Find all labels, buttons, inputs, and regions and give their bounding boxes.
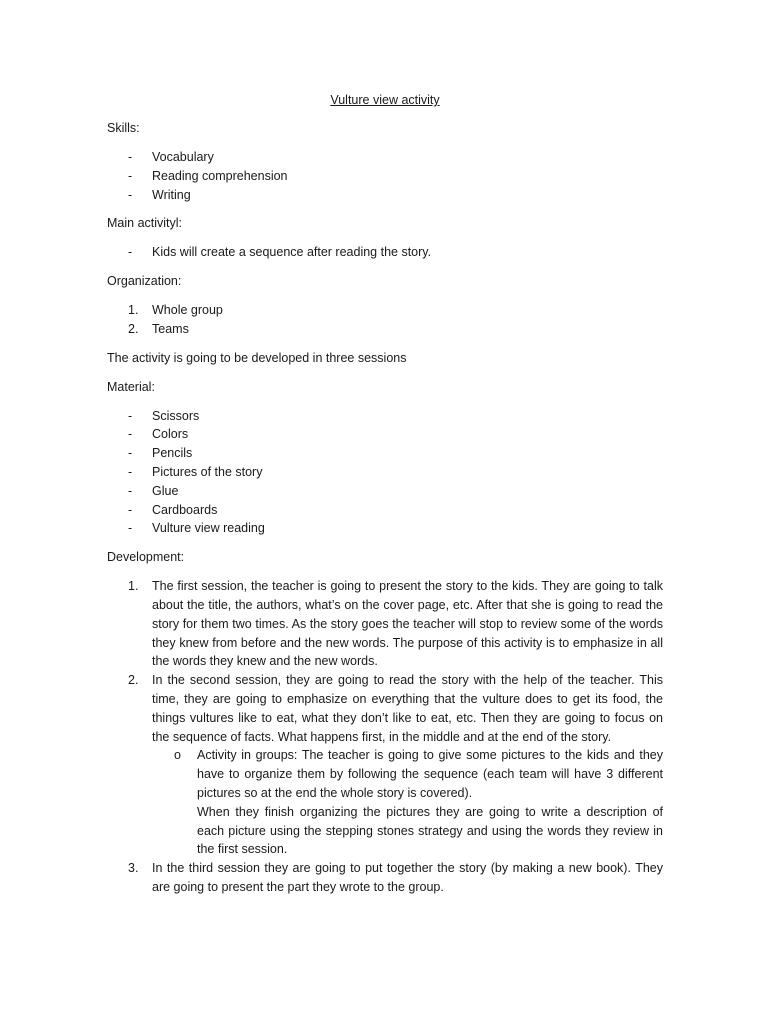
sub-item-continuation: When they finish organizing the pictures they are going to write a description of each picture using the stepping stones strategy and using the words they review in the first session. xyxy=(197,804,663,857)
organization-list xyxy=(107,301,663,339)
main-activity-list xyxy=(107,243,663,262)
list-item: - Reading comprehension xyxy=(107,167,663,186)
list-item: - Cardboards xyxy=(107,501,663,520)
list-item: - Kids will create a sequence after reading the story. xyxy=(107,243,663,262)
list-item: - Writing xyxy=(107,186,663,205)
list-item: - Vulture view reading xyxy=(107,519,663,538)
document-page xyxy=(107,91,663,897)
development-step-text: In the third session they are going to put together the story (by making a new book). They are going to present the part they wrote to the group. xyxy=(152,861,663,894)
list-item: - Scissors xyxy=(107,407,663,426)
dash-bullet: - xyxy=(128,464,133,479)
material-list xyxy=(107,407,663,539)
dash-bullet: - xyxy=(128,150,133,164)
number-marker: 1. xyxy=(128,303,139,318)
number-marker: 1. xyxy=(128,579,139,594)
dash-bullet: - xyxy=(128,502,133,517)
development-heading: Development: xyxy=(107,550,185,565)
dash-bullet: - xyxy=(128,446,133,461)
list-item: - Pencils xyxy=(107,444,663,463)
dash-bullet: - xyxy=(128,187,133,202)
sub-item-text: Activity in groups: The teacher is going to give some pictures to the kids and they have to organize them by following the sequence (each team will have 3 different pictures so at the end the whole story is covered). xyxy=(197,748,663,800)
dash-bullet: - xyxy=(128,168,133,183)
dash-bullet: - xyxy=(128,427,133,442)
skills-heading: Skills: xyxy=(107,121,140,135)
dash-bullet: - xyxy=(128,483,133,498)
number-marker: 2. xyxy=(128,673,139,688)
main-activity-heading: Main activityl: xyxy=(107,216,183,231)
dash-bullet: - xyxy=(128,245,133,260)
development-sub-item xyxy=(107,746,663,859)
development-step-2 xyxy=(107,671,663,859)
document-title: Vulture view activity xyxy=(330,93,440,107)
list-item: 1. Whole group xyxy=(107,301,663,320)
circle-bullet: o xyxy=(174,748,181,763)
development-step-3 xyxy=(107,859,663,897)
list-item: - Glue xyxy=(107,482,663,501)
number-marker: 2. xyxy=(128,321,139,336)
list-item: - Colors xyxy=(107,425,663,444)
sessions-note: The activity is going to be developed in three sessions xyxy=(107,350,407,365)
development-step-1 xyxy=(107,577,663,671)
number-marker: 3. xyxy=(128,861,139,876)
list-item: 2. Teams xyxy=(107,320,663,339)
list-item: - Pictures of the story xyxy=(107,463,663,482)
skills-list xyxy=(107,148,663,204)
dash-bullet: - xyxy=(128,408,133,423)
development-step-text: The first session, the teacher is going to present the story to the kids. They are going to talk about the title, the authors, what’s on the cover page, etc. After that she is going to read the story for them two times. As the story goes the teacher will stop to review some of the words they knew from before and the new words. The purpose of this activity is to emphasize in all the words they knew and the new words. xyxy=(152,579,663,669)
organization-heading: Organization: xyxy=(107,274,182,289)
dash-bullet: - xyxy=(128,521,133,536)
development-step-text: In the second session, they are going to read the story with the help of the teacher. This time, they are going to emphasize on everything that the vulture does to get its food, the things vultures like to eat, what they don’t like to eat, etc. Then they are going to focus on the sequence of facts. What happens first, in the middle and at the end of the story. xyxy=(152,673,663,744)
list-item: - Vocabulary xyxy=(107,148,663,167)
material-heading: Material: xyxy=(107,379,155,394)
